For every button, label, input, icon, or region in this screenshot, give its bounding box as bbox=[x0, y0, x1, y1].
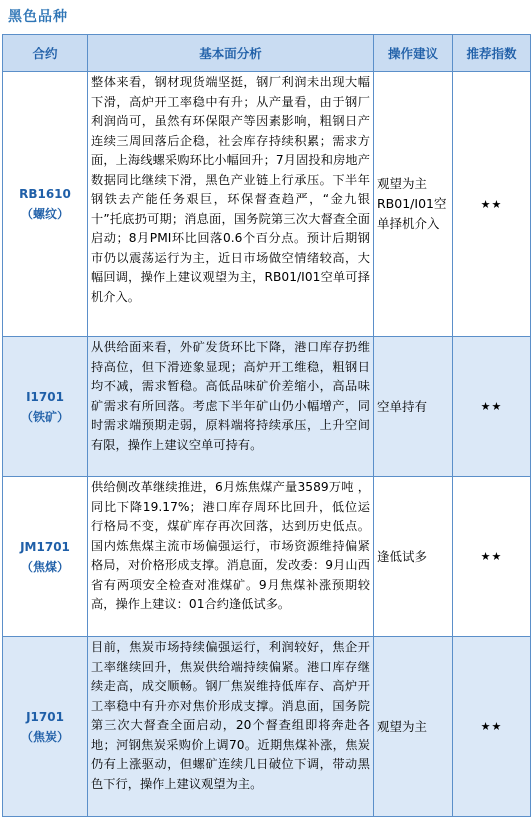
table-header-row bbox=[3, 35, 531, 72]
advice-cell: 观望为主 bbox=[374, 637, 453, 817]
header-advice: 操作建议 bbox=[374, 35, 453, 72]
rating-stars: ★★ bbox=[453, 72, 531, 337]
analysis-cell: 从供给面来看，外矿发货环比下降，港口库存扔维持高位，但下滑迹象显现；高炉开工维稳，粗钢日均不减，需求暂稳。高低品味矿价差缩小，高品味矿需求有所回落。考虑下半年矿山仍小幅增产，同时需求端预期走弱，原料端将持续承压，上升空间有限，操作上建议空单可持有。 bbox=[88, 337, 374, 477]
contract-name: （焦炭） bbox=[20, 729, 69, 744]
rating-stars: ★★ bbox=[453, 337, 531, 477]
contract-cell bbox=[3, 637, 88, 817]
header-rating: 推荐指数 bbox=[453, 35, 531, 72]
contract-cell bbox=[3, 477, 88, 637]
header-analysis: 基本面分析 bbox=[88, 35, 374, 72]
contract-name: （螺纹） bbox=[20, 207, 69, 221]
analysis-cell: 供给侧改革继续推进，6月炼焦煤产量3589万吨 ，同比下降19.17%；港口库存周环比回升，低位运行格局不变，煤矿库存再次回落，达到历史低点。国内炼焦煤主流市场偏强运行，市场资源维持偏紧格局，对价格形成支撑。消息面，发改委：9月山西省有两项安全检查对准煤矿。9月焦煤补涨预期较高，操作上建议：01合约逢低试多。 bbox=[88, 477, 374, 637]
contract-code: I1701 bbox=[26, 389, 64, 404]
advice-cell: 观望为主RB01/I01空单择机介入 bbox=[374, 72, 453, 337]
contract-cell bbox=[3, 337, 88, 477]
rating-stars: ★★ bbox=[453, 637, 531, 817]
table-row bbox=[3, 477, 531, 637]
contract-name: （焦煤） bbox=[20, 559, 69, 574]
analysis-cell: 整体来看，钢材现货端坚挺，钢厂利润未出现大幅下滑，高炉开工率稳中有升；从产量看，由于钢厂利润尚可，虽然有环保限产等因素影响，粗钢日产连续三周回落后企稳，社会库存持续积累；需求方面，上海线螺采购环比小幅回升；7月固投和房地产数据同比继续下滑，黑色产业链上行承压。下半年钢铁去产能任务艰巨，环保督查趋严，“金九银十”托底扔可期；消息面，国务院第三次大督查全面启动；8月PMI环比回落0.6个百分点。预计后期钢市仍以震荡运行为主，近日市场做空情绪较高，大幅回调，操作上建议观望为主，RB01/I01空单可择机介入。 bbox=[88, 72, 374, 337]
contract-code: RB1610 bbox=[19, 187, 71, 201]
fundamentals-table bbox=[2, 34, 531, 817]
contract-cell bbox=[3, 72, 88, 337]
section-title: 黑色品种 bbox=[8, 9, 68, 25]
rating-stars: ★★ bbox=[453, 477, 531, 637]
table-row bbox=[3, 637, 531, 817]
table-row bbox=[3, 72, 531, 337]
header-contract: 合约 bbox=[3, 35, 88, 72]
analysis-cell: 目前，焦炭市场持续偏强运行，利润较好，焦企开工率继续回升，焦炭供给端持续偏紧。港口库存继续走高，成交顺畅。钢厂焦炭维持低库存、高炉开工率稳中有升亦对焦价形成支撑。消息面，国务院第三次大督查全面启动，20个督查组即将奔赴各地；河钢焦炭采购价上调70。近期焦煤补涨，焦炭仍有上涨驱动，但螺矿连续几日破位下调，带动黑色下行，操作上建议观望为主。 bbox=[88, 637, 374, 817]
advice-cell: 空单持有 bbox=[374, 337, 453, 477]
table-row bbox=[3, 337, 531, 477]
advice-cell: 逢低试多 bbox=[374, 477, 453, 637]
contract-code: J1701 bbox=[26, 709, 64, 724]
contract-code: JM1701 bbox=[20, 539, 70, 554]
contract-name: （铁矿） bbox=[20, 409, 69, 424]
